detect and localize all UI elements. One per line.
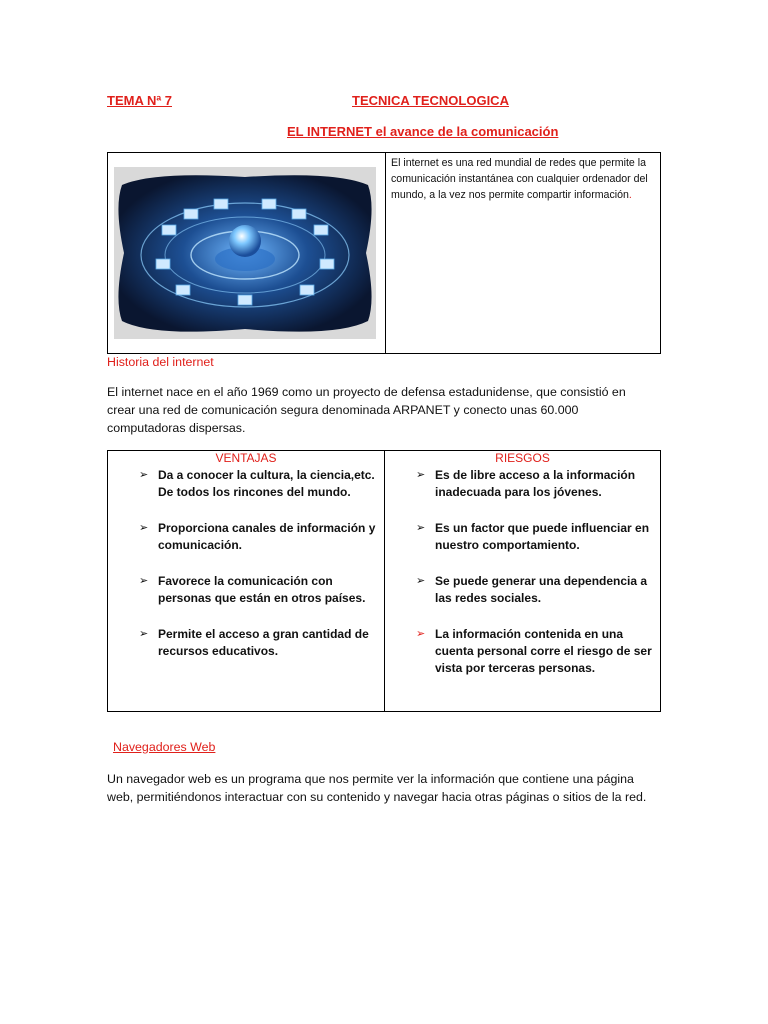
document-title: TECNICA TECNOLOGICA <box>352 93 509 108</box>
list-item: ➢ La información contenida en una cuenta personal corre el riesgo de ser vista por terceras personas. <box>416 627 652 675</box>
arrow-bullet-icon: ➢ <box>139 522 149 534</box>
ventajas-list <box>137 467 382 679</box>
list-item: ➢ Favorece la comunicación con personas que están en otros países. <box>139 574 366 605</box>
ventajas-riesgos-table <box>107 450 661 712</box>
arrow-bullet-icon: ➢ <box>416 522 426 534</box>
list-item: ➢ Es un factor que puede influenciar en nuestro comportamiento. <box>416 521 650 552</box>
ventajas-header: VENTAJAS <box>215 451 277 465</box>
historia-paragraph: El internet nace en el año 1969 como un proyecto de defensa estadunidense, que consistió en crear una red de comunicación segura denominada ARPANET y conecto unas 60.000 computadoras dispersas. <box>107 385 626 435</box>
list-item: ➢ Permite el acceso a gran cantidad de recursos educativos. <box>139 627 369 658</box>
arrow-bullet-icon: ➢ <box>139 469 149 481</box>
riesgos-list <box>414 467 659 696</box>
list-item: ➢ Da a conocer la cultura, la ciencia,etc. De todos los rincones del mundo. <box>139 468 375 499</box>
arrow-bullet-icon: ➢ <box>416 628 426 640</box>
table-divider <box>384 451 385 711</box>
list-item: ➢ Es de libre acceso a la información inadecuada para los jóvenes. <box>416 468 636 499</box>
table-divider <box>385 153 386 353</box>
intro-text-period: . <box>628 189 632 201</box>
intro-text: El internet es una red mundial de redes que permite la comunicación instantánea con cualquier ordenador del mundo, a la vez nos permite compartir información <box>391 157 648 201</box>
intro-definition <box>391 155 656 203</box>
arrow-bullet-icon: ➢ <box>139 628 149 640</box>
arrow-bullet-icon: ➢ <box>139 575 149 587</box>
tema-label: TEMA Nª 7 <box>107 93 172 108</box>
arrow-bullet-icon: ➢ <box>416 575 426 587</box>
intro-table <box>107 152 661 354</box>
navegadores-heading: Navegadores Web <box>113 740 216 754</box>
navegadores-paragraph: Un navegador web es un programa que nos permite ver la información que contiene una página web, permitiéndonos interactuar con su contenido y navegar hacia otras páginas o sitios de la red. <box>107 772 647 804</box>
list-item: ➢ Proporciona canales de información y comunicación. <box>139 521 376 552</box>
internet-illustration <box>114 167 376 339</box>
arrow-bullet-icon: ➢ <box>416 469 426 481</box>
document-subtitle: EL INTERNET el avance de la comunicación <box>287 124 559 139</box>
list-item: ➢ Se puede generar una dependencia a las redes sociales. <box>416 574 648 605</box>
globe-network-icon <box>114 167 376 339</box>
historia-heading: Historia del internet <box>107 355 214 369</box>
riesgos-header: RIESGOS <box>495 451 550 465</box>
